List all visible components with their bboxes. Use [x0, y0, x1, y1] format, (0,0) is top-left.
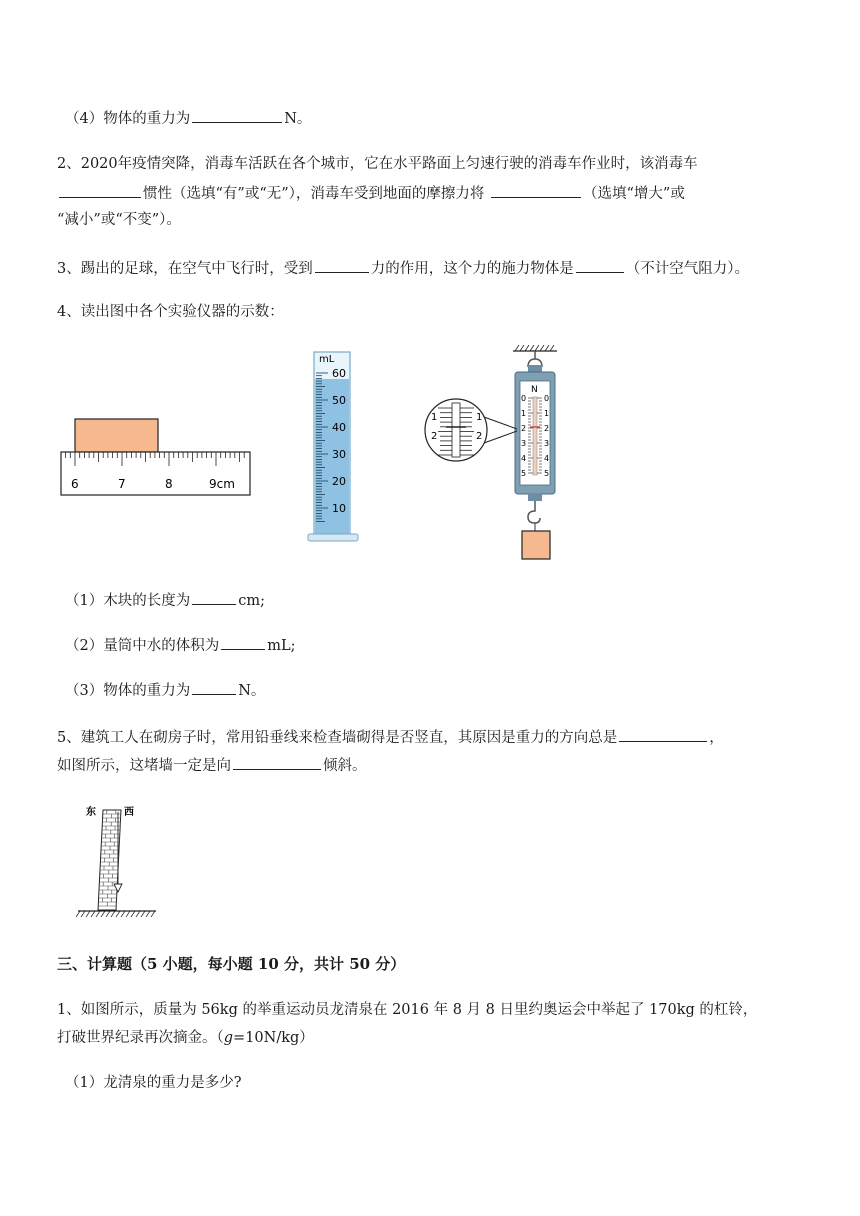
scale-left-label-0: 0: [521, 394, 527, 403]
ruler-label-6: 6: [71, 477, 79, 491]
calc-1-line2: 打破世界纪录再次摘金。（g=10N/kg）: [57, 1030, 314, 1046]
question-4-prev-line: （4）物体的重力为 N。: [65, 108, 311, 129]
question-2-line1: 2、2020年疫情突降，消毒车活跃在各个城市，它在水平路面上匀速行驶的消毒车作业时，该消毒车: [57, 156, 698, 172]
leaning-wall-figure: [74, 800, 164, 920]
zoom-left-label-2: 2: [431, 431, 438, 442]
scale-right-label-4: 4: [544, 454, 550, 463]
ruler-label-9cm: 9cm: [209, 477, 235, 491]
hanging-weight: [522, 531, 550, 559]
cylinder-unit: mL: [319, 354, 335, 365]
question-3-line: 3、踢出的足球，在空气中飞行时，受到 力的作用，这个力的施力物体是 （不计空气阻力）。: [57, 258, 749, 279]
scale-left-label-2: 2: [521, 424, 527, 433]
spring-scale-figure: [420, 345, 570, 565]
scale-right-label-2: 2: [544, 424, 550, 433]
scale-left-label-4: 4: [521, 454, 527, 463]
ruler-figure: [55, 410, 260, 500]
question-5-line1: 5、建筑工人在砌房子时，常用铅垂线来检查墙砌得是否竖直，其原因是重力的方向总是 ，: [57, 727, 724, 748]
question-4-sub1: （1）木块的长度为 cm;: [65, 590, 265, 611]
ceiling-hatch: [515, 345, 554, 351]
answer-blank[interactable]: [192, 680, 236, 695]
answer-blank[interactable]: [59, 183, 141, 198]
question-2-line3: “减小”或“不变”）。: [57, 212, 181, 228]
question-4-sub3: （3）物体的重力为 N。: [65, 680, 265, 701]
label-east: 东: [86, 807, 96, 818]
calc-1-sub1: （1）龙清泉的重力是多少?: [65, 1075, 242, 1091]
answer-blank[interactable]: [491, 183, 581, 198]
calc-1-line1: 1、如图所示，质量为 56kg 的举重运动员龙清泉在 2016 年 8 月 8 日里约奥运会中举起了 170kg 的杠铃，: [57, 1002, 758, 1018]
scale-unit: N: [531, 385, 538, 395]
ruler-label-8: 8: [165, 477, 173, 491]
answer-blank[interactable]: [315, 258, 369, 273]
zoom-right-label-1: 1: [476, 412, 483, 423]
scale-left-label-1: 1: [521, 409, 527, 418]
section-3-title: 三、计算题（5 小题，每小题 10 分，共计 50 分）: [57, 955, 406, 973]
cylinder-base: [308, 534, 358, 541]
zoom-right-label-2: 2: [476, 431, 483, 442]
answer-blank[interactable]: [619, 727, 707, 742]
question-4-title: 4、读出图中各个实验仪器的示数：: [57, 304, 284, 320]
wood-block: [75, 419, 158, 452]
cylinder-label-10: 10: [332, 502, 346, 515]
answer-blank[interactable]: [192, 108, 282, 123]
cylinder-label-20: 20: [332, 475, 346, 488]
cylinder-label-30: 30: [332, 448, 346, 461]
scale-right-label-3: 3: [544, 439, 550, 448]
ground-hatch: [76, 911, 155, 917]
scale-left-label-5: 5: [521, 469, 527, 478]
cylinder-label-60: 60: [332, 367, 346, 380]
question-2-line2: 惯性（选填“有”或“无”），消毒车受到地面的摩擦力将 （选填“增大”或: [57, 183, 685, 204]
scale-right-label-5: 5: [544, 469, 550, 478]
ruler-label-7: 7: [118, 477, 126, 491]
cylinder-label-50: 50: [332, 394, 346, 407]
zoom-left-label-1: 1: [431, 412, 438, 423]
answer-blank[interactable]: [576, 258, 624, 273]
answer-blank[interactable]: [233, 755, 321, 770]
scale-right-label-1: 1: [544, 409, 550, 418]
cylinder-label-40: 40: [332, 421, 346, 434]
answer-blank[interactable]: [192, 590, 236, 605]
question-4-sub2: （2）量筒中水的体积为 mL;: [65, 635, 296, 656]
label-west: 西: [124, 807, 134, 818]
graduated-cylinder-figure: [305, 347, 365, 547]
answer-blank[interactable]: [221, 635, 265, 650]
scale-right-label-0: 0: [544, 394, 550, 403]
scale-left-label-3: 3: [521, 439, 527, 448]
question-5-line2: 如图所示，这堵墙一定是向 倾斜。: [57, 755, 367, 776]
